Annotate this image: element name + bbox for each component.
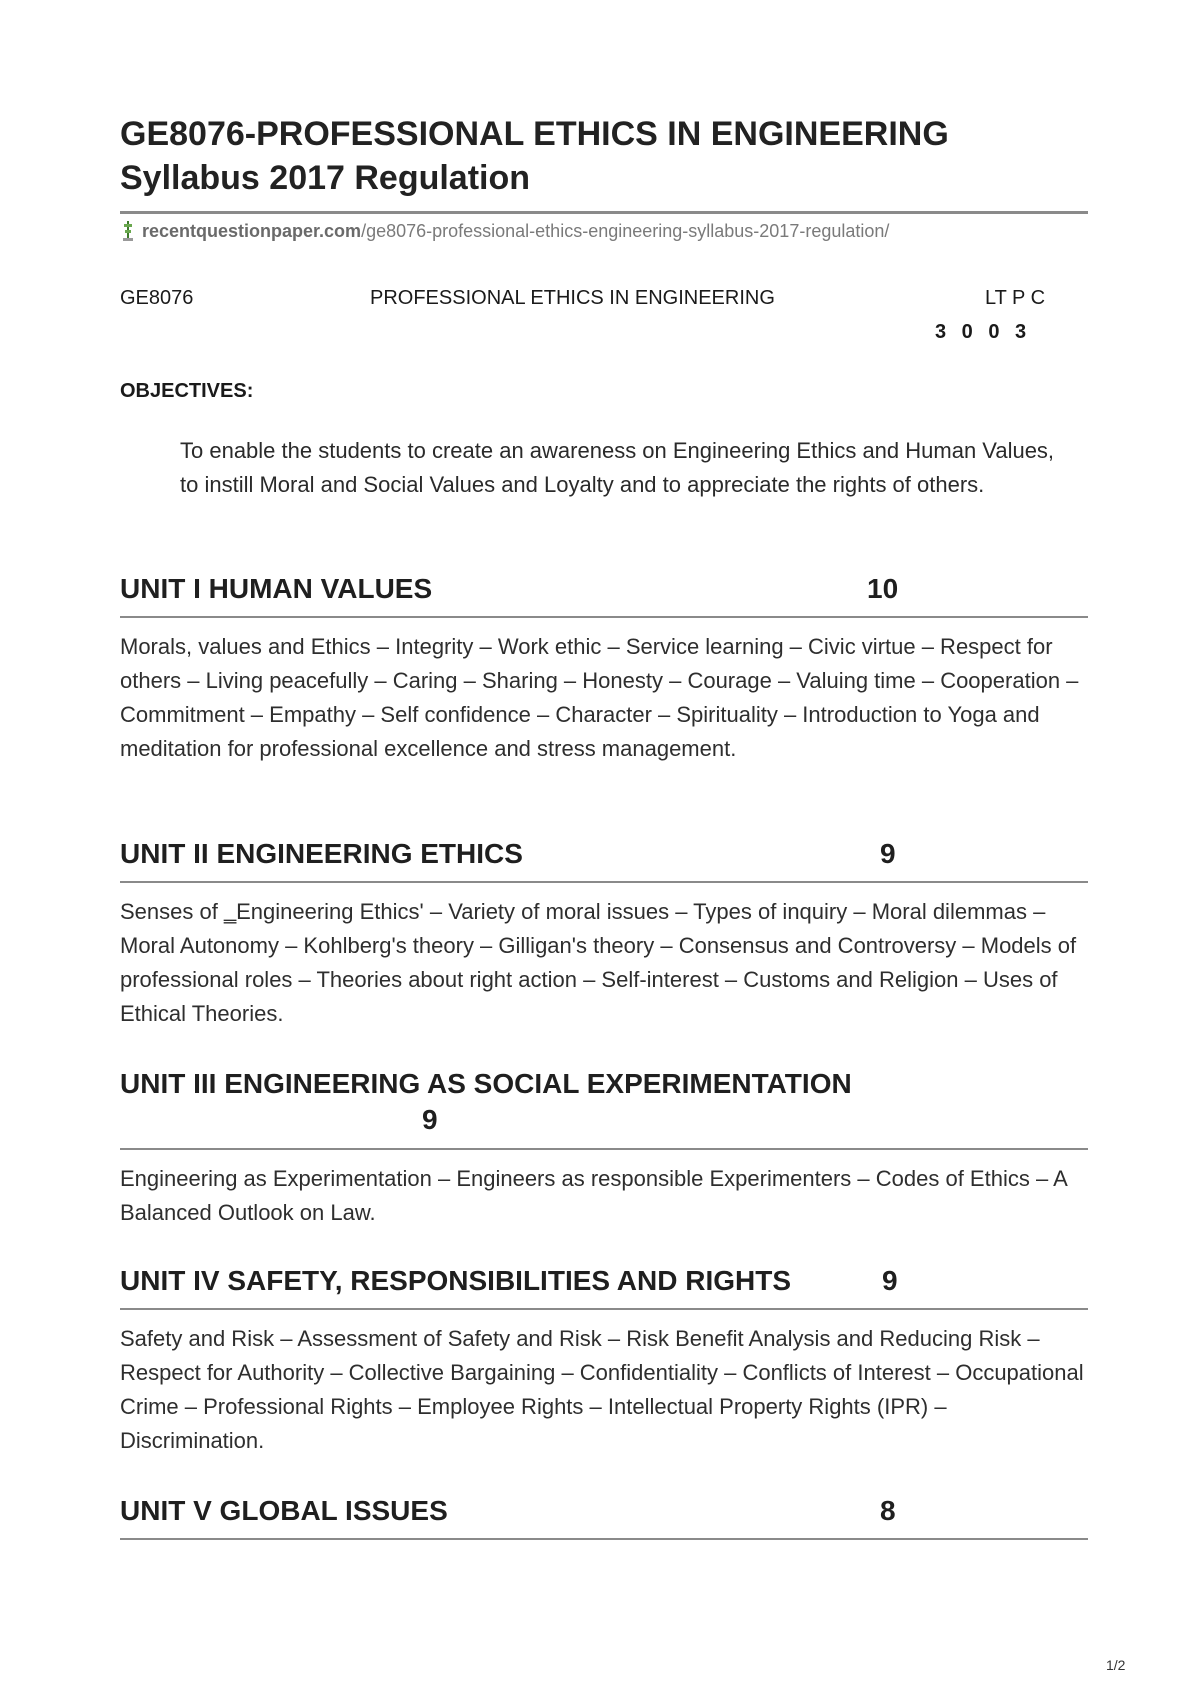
unit-2-hours: 9 [880, 838, 896, 869]
page-title: GE8076-PROFESSIONAL ETHICS IN ENGINEERING Syllabus 2017 Regulation [120, 115, 949, 197]
source-path: /ge8076-professional-ethics-engineering-syllabus-2017-regulation/ [361, 220, 890, 241]
unit-4-hours: 9 [882, 1265, 898, 1296]
unit-1-title: UNIT I HUMAN VALUES [120, 573, 433, 604]
unit-4-divider [120, 1308, 1088, 1310]
objective-line-1: To enable the students to create an awareness on Engineering Ethics and Human Values, [180, 438, 1055, 463]
objectives-heading: OBJECTIVES: [120, 380, 254, 402]
unit-3-hours: 9 [422, 1104, 438, 1135]
unit-3-content: Engineering as Experimentation – Engineers as responsible Experimenters – Codes of Ethics – A Balanced Outlook on Law. [120, 1166, 1067, 1225]
unit-4-content: Safety and Risk – Assessment of Safety and Risk – Risk Benefit Analysis and Reducing Risk – Respect for Authority – Collective Bargaining – Confidentiality – Conflicts of Interest – Occupational Crime – Professional Rights – Employee Rights – Intellectual Property Rights (IPR) – Discrimination. [120, 1326, 1084, 1453]
source-domain: recentquestionpaper.com [142, 220, 362, 241]
source-link[interactable] [120, 220, 889, 242]
ltpc-values: 3 0 0 3 [935, 321, 1032, 343]
unit-1-divider [120, 616, 1088, 618]
course-code: GE8076 [120, 287, 194, 309]
unit-5-hours: 8 [880, 1495, 896, 1526]
course-name: PROFESSIONAL ETHICS IN ENGINEERING [370, 287, 775, 309]
objectives-text [180, 434, 1080, 502]
ltpc-label: LT P C [985, 287, 1046, 309]
unit-2-content: Senses of ‗Engineering Ethics' – Variety of moral issues – Types of inquiry – Moral dilemmas – Moral Autonomy – Kohlberg's theory – Gilligan's theory – Consensus and Controversy – Models of professional roles – Theories about right action – Self-interest – Customs and Religion – Uses of Ethical Theories. [120, 899, 1077, 1026]
unit-1-hours: 10 [867, 573, 899, 604]
unit-3-title: UNIT III ENGINEERING AS SOCIAL EXPERIMENTATION [120, 1068, 852, 1099]
unit-5-title: UNIT V GLOBAL ISSUES [120, 1495, 448, 1526]
link-pin-icon [120, 220, 136, 242]
objective-line-2: to instill Moral and Social Values and Loyalty and to appreciate the rights of others. [180, 472, 985, 497]
unit-5-divider [120, 1538, 1088, 1540]
unit-3-divider [120, 1148, 1088, 1150]
unit-2-divider [120, 881, 1088, 883]
unit-1-content: Morals, values and Ethics – Integrity – Work ethic – Service learning – Civic virtue – Respect for others – Living peacefully – Caring – Sharing – Honesty – Courage – Valuing time – Cooperation – Commitment – Empathy – Self confidence – Character – Spirituality – Introduction to Yoga and meditation for professional excellence and stress management. [120, 634, 1079, 761]
page-number: 1/2 [1106, 1657, 1126, 1673]
unit-4-title: UNIT IV SAFETY, RESPONSIBILITIES AND RIGHTS [120, 1265, 792, 1296]
unit-2-title: UNIT II ENGINEERING ETHICS [120, 838, 523, 869]
title-divider [120, 211, 1088, 214]
